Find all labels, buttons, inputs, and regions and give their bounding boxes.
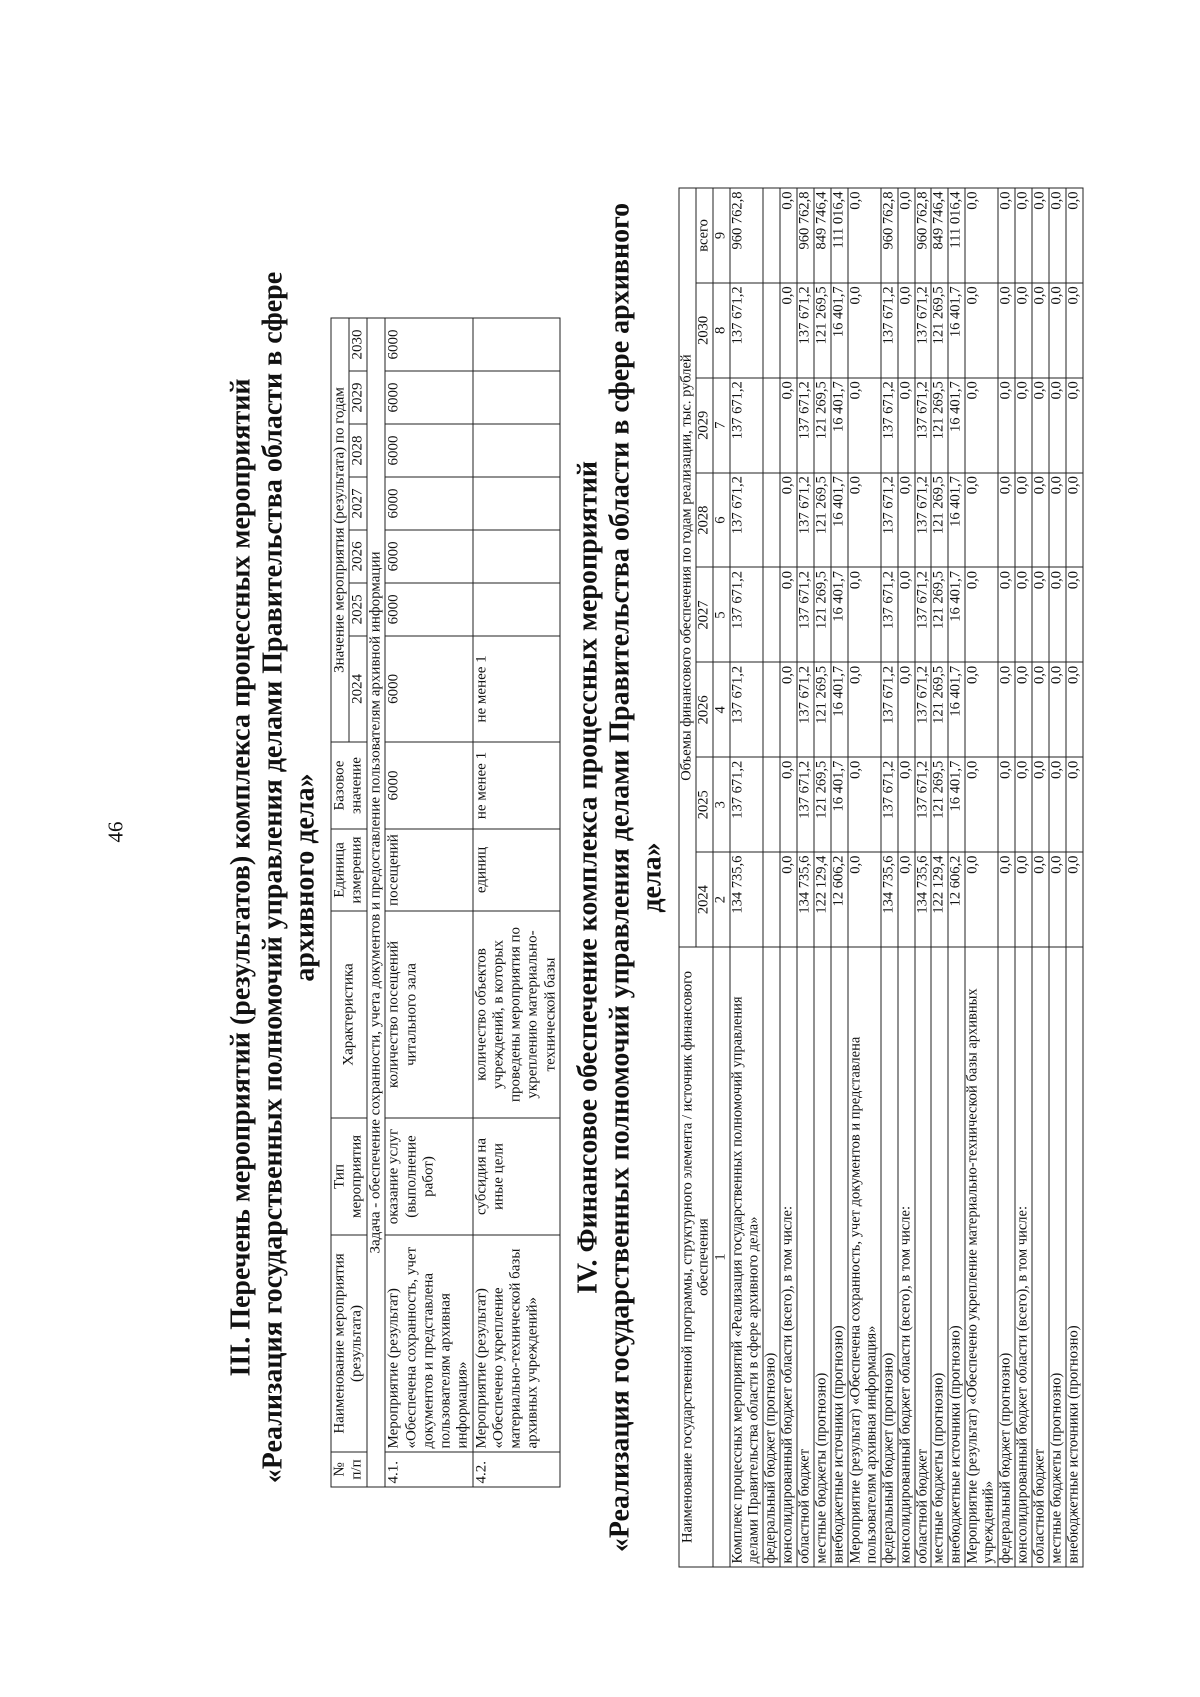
financing-value: 12 606,2 bbox=[831, 852, 848, 947]
financing-value: 0,0 bbox=[998, 852, 1015, 947]
financing-value: 0,0 bbox=[965, 188, 998, 283]
task-row bbox=[367, 318, 385, 1487]
financing-row bbox=[814, 188, 831, 1567]
financing-value: 137 671,2 bbox=[730, 662, 763, 757]
financing-value: 0,0 bbox=[1066, 377, 1083, 472]
financing-row bbox=[898, 188, 915, 1567]
activity-value: 6000 bbox=[385, 371, 472, 424]
financing-value: 849 746,4 bbox=[814, 188, 831, 283]
header-year: всего bbox=[696, 188, 713, 283]
financing-value: 0,0 bbox=[848, 757, 881, 852]
financing-value: 0,0 bbox=[965, 282, 998, 377]
activity-base: не менее 1 bbox=[473, 742, 560, 829]
financing-value: 960 762,8 bbox=[881, 188, 898, 283]
financing-value: 0,0 bbox=[898, 282, 915, 377]
header-column-number: 2 bbox=[713, 852, 730, 947]
page-number: 46 bbox=[103, 821, 128, 843]
financing-source-name: местные бюджеты (прогнозно) bbox=[814, 947, 831, 1567]
header-column-number: 3 bbox=[713, 757, 730, 852]
financing-row bbox=[831, 188, 848, 1567]
financing-value: 137 671,2 bbox=[915, 377, 932, 472]
activity-value: 6000 bbox=[385, 582, 472, 635]
financing-source-name: областной бюджет bbox=[915, 947, 932, 1567]
financing-row bbox=[780, 188, 797, 1567]
header-base: Базовое значение bbox=[331, 742, 368, 829]
financing-value: 0,0 bbox=[1066, 662, 1083, 757]
header-year: 2024 bbox=[696, 852, 713, 947]
financing-value: 0,0 bbox=[898, 757, 915, 852]
section-3-title: III. Перечень мероприятий (результатов) комплекса процессных мероприятий bbox=[225, 378, 257, 1376]
financing-value: 0,0 bbox=[998, 188, 1015, 283]
activity-value bbox=[473, 582, 560, 635]
activity-row bbox=[473, 318, 560, 1487]
financing-value: 0,0 bbox=[965, 852, 998, 947]
activity-value bbox=[473, 371, 560, 424]
financing-value: 0,0 bbox=[1032, 282, 1049, 377]
financing-row bbox=[848, 188, 881, 1567]
financing-value: 137 671,2 bbox=[797, 377, 814, 472]
section-4-heading bbox=[572, 197, 669, 1557]
financing-value: 137 671,2 bbox=[881, 472, 898, 567]
header-year: 2027 bbox=[349, 476, 367, 529]
financing-source-name: федеральный бюджет (прогнозно) bbox=[763, 947, 780, 1567]
header-name: Наименование мероприятия (результата) bbox=[331, 1235, 368, 1452]
financing-value: 121 269,5 bbox=[814, 662, 831, 757]
financing-value bbox=[763, 472, 780, 567]
financing-value: 16 401,7 bbox=[948, 757, 965, 852]
financing-value: 0,0 bbox=[1066, 567, 1083, 662]
activity-value bbox=[473, 529, 560, 582]
financing-value bbox=[763, 377, 780, 472]
financing-value: 134 735,6 bbox=[730, 852, 763, 947]
activity-value bbox=[473, 318, 560, 371]
financing-source-name: областной бюджет bbox=[797, 947, 814, 1567]
financing-value: 0,0 bbox=[965, 757, 998, 852]
financing-value: 0,0 bbox=[1032, 377, 1049, 472]
header-year: 2028 bbox=[696, 472, 713, 567]
section-3-heading bbox=[226, 247, 323, 1507]
financing-value: 0,0 bbox=[780, 757, 797, 852]
financing-value: 0,0 bbox=[1049, 377, 1066, 472]
financing-value: 0,0 bbox=[998, 757, 1015, 852]
financing-value: 121 269,5 bbox=[931, 282, 948, 377]
header-year: 2027 bbox=[696, 567, 713, 662]
financing-value: 16 401,7 bbox=[948, 377, 965, 472]
activity-unit: единиц bbox=[473, 829, 560, 911]
financing-value: 0,0 bbox=[1032, 662, 1049, 757]
financing-value: 0,0 bbox=[780, 472, 797, 567]
activity-row bbox=[385, 318, 472, 1487]
financing-value: 16 401,7 bbox=[831, 757, 848, 852]
financing-value: 0,0 bbox=[1049, 757, 1066, 852]
financing-value: 0,0 bbox=[848, 662, 881, 757]
activity-value bbox=[473, 424, 560, 477]
financing-source-name: Комплекс процессных мероприятий «Реализация государственных полномочий управления делами Правительства области в сфере архивного дела» bbox=[730, 947, 763, 1567]
activity-value: 6000 bbox=[385, 476, 472, 529]
financing-value: 0,0 bbox=[1015, 188, 1032, 283]
financing-value: 0,0 bbox=[1066, 188, 1083, 283]
header-year: 2026 bbox=[349, 529, 367, 582]
financing-value: 137 671,2 bbox=[915, 472, 932, 567]
financing-row bbox=[881, 188, 898, 1567]
activity-value: 6000 bbox=[385, 424, 472, 477]
financing-value: 121 269,5 bbox=[931, 757, 948, 852]
financing-value: 0,0 bbox=[780, 377, 797, 472]
financing-value: 0,0 bbox=[848, 852, 881, 947]
financing-row bbox=[1066, 188, 1083, 1567]
financing-value: 121 269,5 bbox=[814, 567, 831, 662]
financing-value: 0,0 bbox=[1049, 567, 1066, 662]
financing-table bbox=[679, 187, 1084, 1567]
financing-source-name: внебюджетные источники (прогнозно) bbox=[831, 947, 848, 1567]
financing-value: 0,0 bbox=[780, 852, 797, 947]
financing-value: 0,0 bbox=[1015, 757, 1032, 852]
financing-value: 0,0 bbox=[1049, 662, 1066, 757]
financing-value: 137 671,2 bbox=[881, 662, 898, 757]
financing-value: 137 671,2 bbox=[730, 472, 763, 567]
financing-value: 0,0 bbox=[1066, 282, 1083, 377]
financing-source-name: консолидированный бюджет области (всего), в том числе: bbox=[780, 947, 797, 1567]
financing-value: 0,0 bbox=[780, 662, 797, 757]
activity-value: 6000 bbox=[385, 529, 472, 582]
activity-num: 4.2. bbox=[473, 1452, 560, 1487]
financing-value: 122 129,4 bbox=[814, 852, 831, 947]
financing-value: 137 671,2 bbox=[881, 757, 898, 852]
financing-value: 121 269,5 bbox=[931, 567, 948, 662]
financing-row bbox=[1015, 188, 1032, 1567]
financing-row bbox=[948, 188, 965, 1567]
header-year: 2024 bbox=[349, 635, 367, 741]
activity-num: 4.1. bbox=[385, 1452, 472, 1487]
financing-row bbox=[931, 188, 948, 1567]
financing-value: 121 269,5 bbox=[814, 377, 831, 472]
financing-value: 849 746,4 bbox=[931, 188, 948, 283]
financing-value: 0,0 bbox=[965, 377, 998, 472]
activity-value: 6000 bbox=[385, 635, 472, 741]
financing-value: 16 401,7 bbox=[831, 662, 848, 757]
financing-value: 137 671,2 bbox=[797, 472, 814, 567]
financing-value: 16 401,7 bbox=[831, 472, 848, 567]
financing-value: 0,0 bbox=[998, 282, 1015, 377]
financing-row bbox=[998, 188, 1015, 1567]
financing-value: 122 129,4 bbox=[931, 852, 948, 947]
activity-characteristic: количество посещений читального зала bbox=[385, 911, 472, 1118]
section-4-title: IV. Финансовое обеспечение комплекса процессных мероприятий bbox=[572, 460, 604, 1294]
activity-name: Мероприятие (результат) «Обеспечено укрепление материально-технической базы архивных учреждений» bbox=[473, 1235, 560, 1452]
financing-value: 137 671,2 bbox=[881, 377, 898, 472]
header-year: 2029 bbox=[349, 371, 367, 424]
financing-value: 137 671,2 bbox=[730, 282, 763, 377]
activity-name: Мероприятие (результат) «Обеспечена сохранность, учет документов и представлена пользователям архивная информация» bbox=[385, 1235, 472, 1452]
financing-source-name: местные бюджеты (прогнозно) bbox=[931, 947, 948, 1567]
activities-table bbox=[330, 317, 560, 1487]
header-column-number: 8 bbox=[713, 282, 730, 377]
financing-value: 0,0 bbox=[780, 567, 797, 662]
financing-value: 111 016,4 bbox=[948, 188, 965, 283]
financing-value: 137 671,2 bbox=[915, 757, 932, 852]
financing-source-name: консолидированный бюджет области (всего), в том числе: bbox=[898, 947, 915, 1567]
header-financing-group: Объемы финансового обеспечения по годам реализации, тыс. рублей bbox=[679, 188, 696, 947]
financing-row bbox=[763, 188, 780, 1567]
financing-value: 134 735,6 bbox=[881, 852, 898, 947]
financing-value: 16 401,7 bbox=[948, 567, 965, 662]
activity-value bbox=[473, 476, 560, 529]
financing-value: 16 401,7 bbox=[831, 282, 848, 377]
financing-value: 0,0 bbox=[1032, 757, 1049, 852]
financing-value: 0,0 bbox=[898, 567, 915, 662]
financing-source-name: федеральный бюджет (прогнозно) bbox=[998, 947, 1015, 1567]
financing-value bbox=[763, 852, 780, 947]
financing-value: 960 762,8 bbox=[730, 188, 763, 283]
activity-type: субсидия на иные цели bbox=[473, 1118, 560, 1235]
financing-value: 0,0 bbox=[1049, 852, 1066, 947]
activity-base: 6000 bbox=[385, 742, 472, 829]
financing-row bbox=[1049, 188, 1066, 1567]
financing-value: 0,0 bbox=[998, 377, 1015, 472]
section-3-subtitle: «Реализация государственных полномочий управления делами Правительства области в сфере архивного дела» bbox=[257, 271, 321, 1483]
financing-value: 0,0 bbox=[998, 567, 1015, 662]
financing-value: 121 269,5 bbox=[814, 757, 831, 852]
activity-value: не менее 1 bbox=[473, 635, 560, 741]
financing-row bbox=[965, 188, 998, 1567]
financing-value: 0,0 bbox=[1015, 852, 1032, 947]
financing-value: 0,0 bbox=[965, 662, 998, 757]
financing-value: 137 671,2 bbox=[730, 757, 763, 852]
header-year: 2025 bbox=[349, 582, 367, 635]
financing-source-name: внебюджетные источники (прогнозно) bbox=[948, 947, 965, 1567]
financing-value: 137 671,2 bbox=[915, 282, 932, 377]
header-type: Тип мероприятия bbox=[331, 1118, 368, 1235]
financing-value: 16 401,7 bbox=[831, 567, 848, 662]
header-year: 2028 bbox=[349, 424, 367, 477]
financing-value bbox=[763, 567, 780, 662]
financing-value bbox=[763, 188, 780, 283]
financing-value: 0,0 bbox=[898, 662, 915, 757]
financing-value: 137 671,2 bbox=[881, 567, 898, 662]
financing-value: 0,0 bbox=[848, 567, 881, 662]
financing-value: 0,0 bbox=[848, 472, 881, 567]
financing-value: 16 401,7 bbox=[948, 282, 965, 377]
financing-value: 0,0 bbox=[848, 377, 881, 472]
financing-value: 0,0 bbox=[1032, 567, 1049, 662]
header-year: 2025 bbox=[696, 757, 713, 852]
financing-value: 137 671,2 bbox=[915, 662, 932, 757]
financing-value: 0,0 bbox=[998, 472, 1015, 567]
financing-value bbox=[763, 282, 780, 377]
financing-value: 121 269,5 bbox=[931, 472, 948, 567]
header-column-number: 1 bbox=[713, 947, 730, 1567]
financing-value: 0,0 bbox=[898, 377, 915, 472]
financing-source-name: местные бюджеты (прогнозно) bbox=[1049, 947, 1066, 1567]
financing-value: 134 735,6 bbox=[797, 852, 814, 947]
financing-value: 137 671,2 bbox=[915, 567, 932, 662]
financing-value: 0,0 bbox=[1049, 282, 1066, 377]
financing-source-name: консолидированный бюджет области (всего), в том числе: bbox=[1015, 947, 1032, 1567]
financing-value: 16 401,7 bbox=[948, 472, 965, 567]
financing-value: 137 671,2 bbox=[797, 757, 814, 852]
financing-value: 137 671,2 bbox=[797, 282, 814, 377]
header-column-number: 9 bbox=[713, 188, 730, 283]
activity-type: оказание услуг (выполнение работ) bbox=[385, 1118, 472, 1235]
financing-value: 0,0 bbox=[1032, 188, 1049, 283]
financing-value: 0,0 bbox=[898, 188, 915, 283]
financing-value: 121 269,5 bbox=[931, 662, 948, 757]
financing-value: 137 671,2 bbox=[797, 662, 814, 757]
header-year: 2026 bbox=[696, 662, 713, 757]
financing-value: 0,0 bbox=[1015, 662, 1032, 757]
activity-characteristic: количество объектов учреждений, в которых проведены мероприятия по укреплению материально-технической базы bbox=[473, 911, 560, 1118]
financing-value: 0,0 bbox=[1015, 377, 1032, 472]
header-column-number: 6 bbox=[713, 472, 730, 567]
section-4-subtitle: «Реализация государственных полномочий управления делами Правительства области в сфере архивного дела» bbox=[604, 202, 668, 1552]
header-source-name: Наименование государственной программы, структурного элемента / источник финансового обеспечения bbox=[679, 947, 713, 1567]
financing-source-name: Мероприятие (результат) «Обеспечена сохранность, учет документов и представлена пользователям архивная информация» bbox=[848, 947, 881, 1567]
financing-value: 0,0 bbox=[780, 188, 797, 283]
financing-value: 0,0 bbox=[1032, 852, 1049, 947]
rotated-sheet bbox=[76, 100, 1126, 1597]
financing-value: 16 401,7 bbox=[831, 377, 848, 472]
financing-value: 0,0 bbox=[1015, 472, 1032, 567]
financing-value: 0,0 bbox=[998, 662, 1015, 757]
financing-row bbox=[797, 188, 814, 1567]
header-year: 2030 bbox=[349, 318, 367, 371]
financing-value: 0,0 bbox=[898, 852, 915, 947]
financing-value: 134 735,6 bbox=[915, 852, 932, 947]
header-unit: Единица измерения bbox=[331, 829, 368, 911]
financing-value bbox=[763, 662, 780, 757]
financing-value: 0,0 bbox=[1049, 188, 1066, 283]
financing-value: 111 016,4 bbox=[831, 188, 848, 283]
header-column-number: 5 bbox=[713, 567, 730, 662]
financing-value: 137 671,2 bbox=[797, 567, 814, 662]
financing-value: 121 269,5 bbox=[814, 282, 831, 377]
financing-value: 960 762,8 bbox=[915, 188, 932, 283]
financing-value: 0,0 bbox=[780, 282, 797, 377]
financing-value: 0,0 bbox=[965, 567, 998, 662]
financing-value: 0,0 bbox=[1066, 757, 1083, 852]
financing-value: 137 671,2 bbox=[730, 567, 763, 662]
financing-value: 0,0 bbox=[898, 472, 915, 567]
financing-value: 12 606,2 bbox=[948, 852, 965, 947]
financing-source-name: Мероприятие (результат) «Обеспечено укрепление материально-технической базы архивных учреждений» bbox=[965, 947, 998, 1567]
financing-value bbox=[763, 757, 780, 852]
activity-unit: посещений bbox=[385, 829, 472, 911]
financing-value: 137 671,2 bbox=[881, 282, 898, 377]
header-year: 2030 bbox=[696, 282, 713, 377]
financing-source-name: областной бюджет bbox=[1032, 947, 1049, 1567]
financing-value: 121 269,5 bbox=[814, 472, 831, 567]
header-year: 2029 bbox=[696, 377, 713, 472]
financing-value: 0,0 bbox=[848, 282, 881, 377]
financing-value: 0,0 bbox=[965, 472, 998, 567]
financing-value: 960 762,8 bbox=[797, 188, 814, 283]
header-values-group: Значение мероприятия (результата) по годам bbox=[331, 318, 349, 742]
financing-value: 0,0 bbox=[1049, 472, 1066, 567]
financing-value: 16 401,7 bbox=[948, 662, 965, 757]
financing-value: 0,0 bbox=[1015, 282, 1032, 377]
header-characteristic: Характеристика bbox=[331, 911, 368, 1118]
financing-row bbox=[1032, 188, 1049, 1567]
financing-source-name: внебюджетные источники (прогнозно) bbox=[1066, 947, 1083, 1567]
financing-value: 0,0 bbox=[1032, 472, 1049, 567]
activity-value: 6000 bbox=[385, 318, 472, 371]
financing-value: 0,0 bbox=[848, 188, 881, 283]
financing-value: 121 269,5 bbox=[931, 377, 948, 472]
financing-value: 0,0 bbox=[1015, 567, 1032, 662]
header-column-number: 4 bbox=[713, 662, 730, 757]
financing-source-name: федеральный бюджет (прогнозно) bbox=[881, 947, 898, 1567]
header-num: № п/п bbox=[331, 1452, 368, 1487]
financing-row bbox=[730, 188, 763, 1567]
header-column-number: 7 bbox=[713, 377, 730, 472]
financing-row bbox=[915, 188, 932, 1567]
financing-value: 137 671,2 bbox=[730, 377, 763, 472]
financing-value: 0,0 bbox=[1066, 852, 1083, 947]
financing-value: 0,0 bbox=[1066, 472, 1083, 567]
task-text: Задача - обеспечение сохранности, учета документов и предоставление пользователям архивной информации bbox=[367, 318, 385, 1487]
